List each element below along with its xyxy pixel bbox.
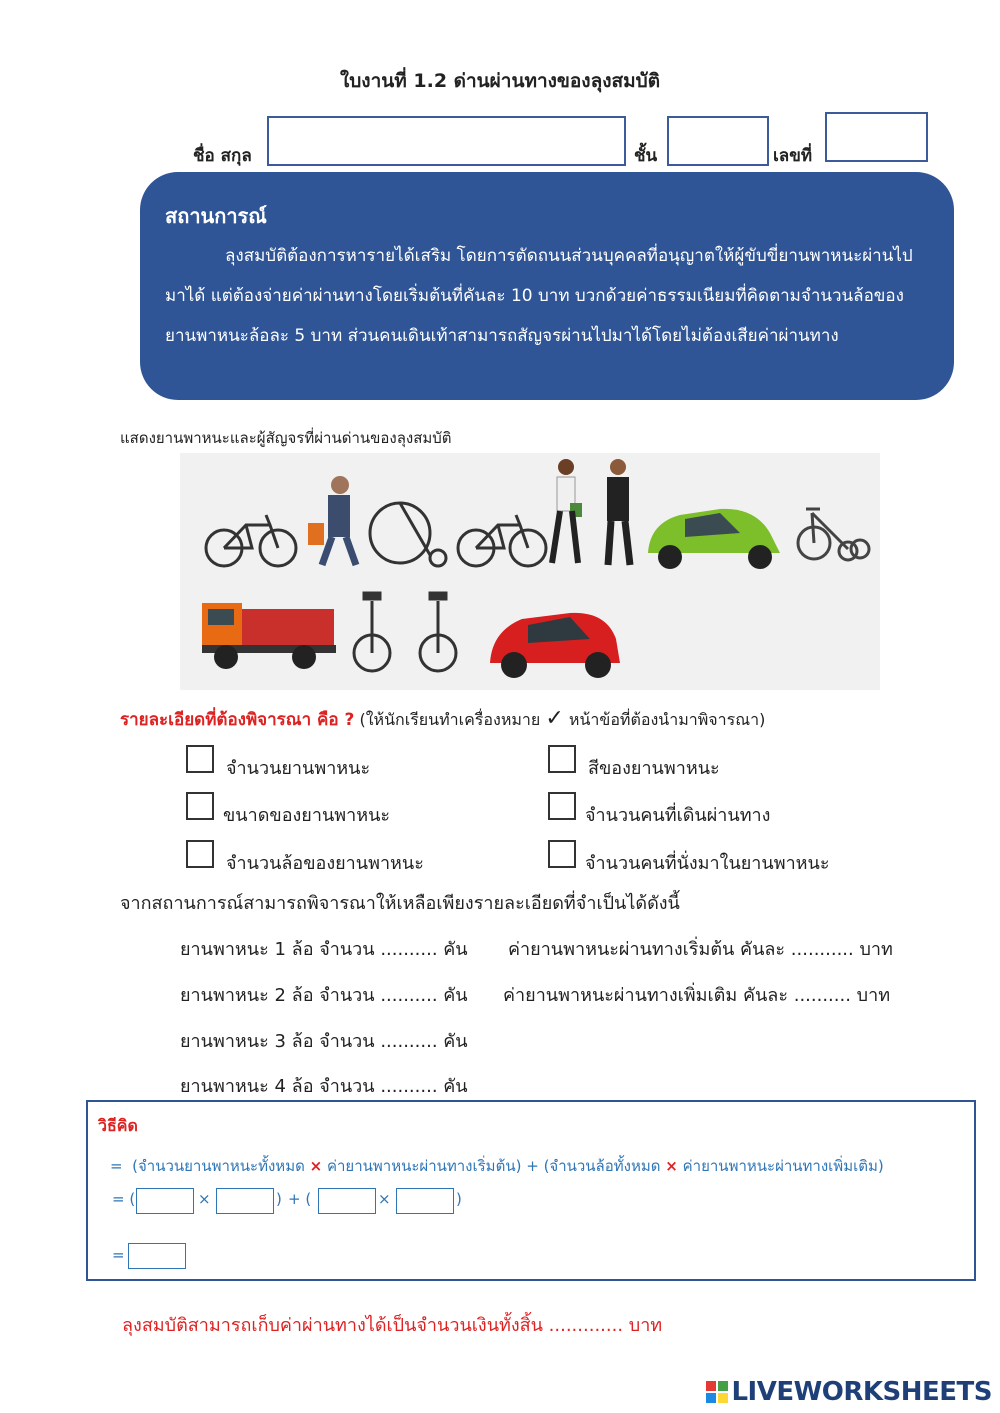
class-label: ชั้น — [634, 146, 658, 166]
unicycle-icon — [420, 593, 456, 671]
total-vehicles-input[interactable] — [136, 1188, 194, 1214]
formula-text: (จำนวนล้อทั้งหมด — [543, 1157, 661, 1175]
situation-heading: สถานการณ์ — [165, 204, 267, 228]
plus-sign: + — [526, 1157, 539, 1175]
option-label: จำนวนล้อของยานพาหนะ — [226, 853, 424, 874]
formula-line — [110, 1154, 884, 1178]
total-result-input[interactable] — [128, 1243, 186, 1269]
equals-sign: = — [110, 1157, 123, 1175]
bicycle-icon — [458, 515, 546, 566]
base-fee-input[interactable] — [216, 1188, 274, 1214]
times-sign: × — [665, 1157, 678, 1175]
checkmark-icon: ✓ — [545, 706, 564, 731]
times-sign: × — [378, 1190, 391, 1208]
checkbox-pedestrian-count[interactable] — [548, 792, 576, 820]
summary-sentence: จากสถานการณ์สามารถพิจารณาให้เหลือเพียงรายละเอียดที่จำเป็นได้ดังนี้ — [120, 893, 680, 914]
instruction-question: รายละเอียดที่ต้องพิจารณา คือ ? — [120, 710, 355, 730]
formula-text: (จำนวนยานพาหนะทั้งหมด — [132, 1157, 305, 1175]
option-label: จำนวนคนที่เดินผ่านทาง — [585, 805, 771, 826]
option-label: ขนาดของยานพาหนะ — [223, 805, 391, 826]
liveworksheets-logo — [706, 1377, 992, 1407]
number-input[interactable] — [825, 112, 928, 162]
name-label: ชื่อ สกุล — [193, 146, 252, 166]
vehicle-line-1-wheel[interactable]: ยานพาหนะ 1 ล้อ จำนวน .......... คัน — [180, 939, 468, 960]
situation-text: ลุงสมบัติต้องการหารายได้เสริม โดยการตัดถนนส่วนบุคคลที่อนุญาตให้ผู้ขับขี่ยานพาหนะผ่านไปมาได้ แต่ต้องจ่ายค่าผ่านทางโดยเริ่มต้นที่คันละ 10 บาท บวกด้วยค่าธรรมเนียมที่คิดตามจำนวนล้อของยานพาหนะล้อละ 5 บาท ส่วนคนเดินเท้าสามารถสัญจรผ่านไปมาได้โดยไม่ต้องเสียค่าผ่านทาง — [165, 246, 913, 346]
logo-text: LIVEWORKSHEETS — [731, 1377, 992, 1407]
image-caption: แสดงยานพาหนะและผู้สัญจรที่ผ่านด่านของลุงสมบัติ — [120, 429, 452, 447]
method-title: วิธีคิด — [98, 1116, 138, 1135]
name-input[interactable] — [267, 116, 626, 166]
row2-open: = ( — [112, 1190, 136, 1208]
vehicle-line-4-wheel[interactable]: ยานพาหนะ 4 ล้อ จำนวน .......... คัน — [180, 1076, 468, 1097]
vehicle-line-2-wheel[interactable]: ยานพาหนะ 2 ล้อ จำนวน .......... คัน — [180, 985, 468, 1006]
checkbox-passenger-count[interactable] — [548, 840, 576, 868]
option-label: สีของยานพาหนะ — [588, 758, 720, 779]
checkbox-vehicle-size[interactable] — [186, 792, 214, 820]
checkbox-vehicle-color[interactable] — [548, 745, 576, 773]
bicycle-icon — [206, 515, 296, 566]
row2-close: ) — [276, 1190, 282, 1208]
situation-panel — [140, 172, 954, 400]
formula-text: ค่ายานพาหนะผ่านทางเพิ่มเติม) — [682, 1157, 884, 1175]
penny-farthing-icon — [370, 503, 446, 566]
liveworksheets-icon — [706, 1380, 728, 1402]
extra-fee-input[interactable] — [396, 1188, 454, 1214]
instruction-line — [120, 706, 765, 733]
vehicles-svg — [180, 453, 880, 690]
total-wheels-input[interactable] — [318, 1188, 376, 1214]
pedestrian-icon — [607, 459, 630, 565]
row2-close: ) — [456, 1190, 462, 1208]
worksheet-title: ใบงานที่ 1.2 ด่านผ่านทางของลุงสมบัติ — [339, 70, 661, 92]
method-box — [86, 1100, 976, 1281]
instruction-hint: (ให้นักเรียนทำเครื่องหมาย — [359, 710, 541, 729]
extra-fee-line[interactable]: ค่ายานพาหนะผ่านทางเพิ่มเติม คันละ .......... บาท — [503, 985, 891, 1006]
equals-sign: = — [112, 1246, 125, 1264]
row2-plus-open: + ( — [288, 1190, 312, 1208]
checkbox-wheel-count[interactable] — [186, 840, 214, 868]
tricycle-icon — [798, 509, 869, 560]
truck-icon — [202, 603, 336, 669]
answer-line[interactable]: ลุงสมบัติสามารถเก็บค่าผ่านทางได้เป็นจำนวนเงินทั้งสิ้น ............. บาท — [122, 1315, 663, 1336]
formula-text: ค่ายานพาหนะผ่านทางเริ่มต้น) — [326, 1157, 522, 1175]
unicycle-icon — [354, 593, 390, 671]
times-sign: × — [309, 1157, 323, 1175]
pedestrian-icon — [308, 476, 356, 565]
base-fee-line[interactable]: ค่ายานพาหนะผ่านทางเริ่มต้น คันละ ........... บาท — [508, 939, 893, 960]
green-car-icon — [648, 509, 780, 569]
pedestrian-icon — [552, 459, 582, 563]
class-input[interactable] — [667, 116, 769, 166]
red-car-icon — [490, 613, 620, 678]
option-label: จำนวนยานพาหนะ — [226, 758, 371, 779]
times-sign: × — [198, 1190, 211, 1208]
option-label: จำนวนคนที่นั่งมาในยานพาหนะ — [585, 853, 830, 874]
vehicles-illustration — [180, 453, 880, 690]
number-label: เลขที่ — [773, 146, 813, 166]
checkbox-vehicle-count[interactable] — [186, 745, 214, 773]
instruction-hint-after: หน้าข้อที่ต้องนำมาพิจารณา) — [568, 710, 766, 729]
vehicle-line-3-wheel[interactable]: ยานพาหนะ 3 ล้อ จำนวน .......... คัน — [180, 1031, 468, 1052]
